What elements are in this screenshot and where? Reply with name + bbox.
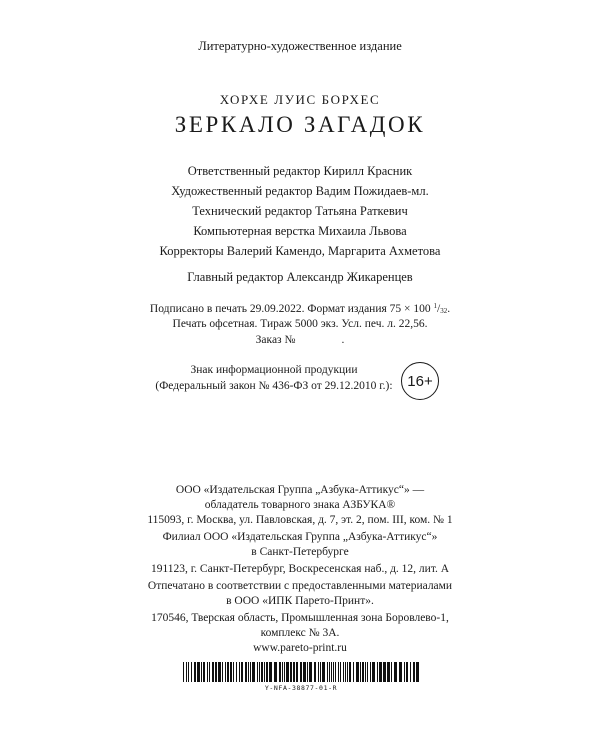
barcode-bar bbox=[349, 662, 351, 682]
barcode-bar bbox=[377, 662, 378, 682]
barcode-bar bbox=[227, 662, 229, 682]
barcode-bar bbox=[296, 662, 298, 682]
credit-technical-editor: Технический редактор Татьяна Раткевич bbox=[192, 204, 408, 218]
info-sign-block bbox=[148, 362, 400, 394]
barcode-bar bbox=[282, 662, 283, 682]
printer-line-1: Отпечатано в соответствии с предоставленными материалами bbox=[147, 580, 453, 592]
barcode-bar bbox=[250, 662, 251, 682]
barcode-bar bbox=[257, 662, 258, 682]
barcode-bar bbox=[264, 662, 265, 682]
barcode-bar bbox=[215, 662, 217, 682]
barcode-bar bbox=[197, 662, 200, 682]
barcode-bar bbox=[399, 662, 402, 682]
barcode-bar bbox=[261, 662, 263, 682]
barcode-bar bbox=[362, 662, 364, 682]
barcode-bar bbox=[248, 662, 249, 682]
printer-address-1: 170546, Тверская область, Промышленная зона Боровлево-1, bbox=[151, 612, 449, 624]
barcode-bar bbox=[404, 662, 405, 682]
barcode-bar bbox=[230, 662, 232, 682]
barcode-bar bbox=[391, 662, 392, 682]
barcode-bar bbox=[274, 662, 277, 682]
barcode-bar bbox=[372, 662, 375, 682]
format-denominator: 32 bbox=[440, 307, 448, 315]
barcode-bar bbox=[329, 662, 330, 682]
barcode-bar bbox=[269, 662, 272, 682]
barcode-bar bbox=[340, 662, 341, 682]
barcode-bar bbox=[309, 662, 312, 682]
barcode-bar bbox=[290, 662, 292, 682]
order-line bbox=[0, 334, 600, 346]
barcode-bar bbox=[387, 662, 390, 682]
barcode-bar bbox=[188, 662, 189, 682]
barcode-bar bbox=[183, 662, 184, 682]
barcode-bar bbox=[416, 662, 419, 682]
age-rating-badge bbox=[401, 362, 439, 400]
barcode-bar bbox=[410, 662, 411, 682]
credit-layout: Компьютерная верстка Михаила Львова bbox=[193, 224, 407, 238]
barcode-bar bbox=[379, 662, 382, 682]
branch-line-1: Филиал ООО «Издательская Группа „Азбука-Аттикус“» bbox=[162, 531, 438, 543]
barcode-bar bbox=[370, 662, 371, 682]
credit-proofreaders: Корректоры Валерий Камендо, Маргарита Ахметова bbox=[159, 244, 441, 258]
info-sign-line1: Знак информационной продукции bbox=[190, 364, 358, 376]
barcode-bar bbox=[241, 662, 243, 682]
barcode-bar bbox=[239, 662, 240, 682]
age-rating-text: 16+ bbox=[407, 372, 433, 390]
barcode-bar bbox=[218, 662, 221, 682]
barcode-bar bbox=[322, 662, 325, 682]
barcode-bar bbox=[333, 662, 334, 682]
order-label: Заказ № bbox=[255, 334, 296, 346]
barcode-bar bbox=[360, 662, 361, 682]
publisher-line-1: ООО «Издательская Группа „Азбука-Аттикус“» — bbox=[175, 484, 425, 496]
barcode-bar bbox=[303, 662, 306, 682]
barcode-bar bbox=[236, 662, 237, 682]
barcode-bar bbox=[383, 662, 386, 682]
barcode-bar bbox=[345, 662, 346, 682]
barcode-bar bbox=[207, 662, 208, 682]
barcode-number: Y-NFA-38877-01-R bbox=[264, 684, 338, 692]
barcode-bar bbox=[335, 662, 336, 682]
barcode-bar bbox=[314, 662, 316, 682]
barcode-bar bbox=[284, 662, 285, 682]
printer-line-2: в ООО «ИПК Парето-Принт». bbox=[226, 595, 374, 607]
barcode-bar bbox=[347, 662, 348, 682]
barcode-bar bbox=[327, 662, 328, 682]
barcode-bar bbox=[186, 662, 187, 682]
publisher-address: 115093, г. Москва, ул. Павловская, д. 7, эт. 2, пом. III, ком. № 1 bbox=[147, 514, 453, 526]
barcode-bar bbox=[203, 662, 205, 682]
barcode-bar bbox=[252, 662, 255, 682]
branch-address: 191123, г. Санкт-Петербург, Воскресенская наб., д. 12, лит. А bbox=[150, 563, 450, 575]
barcode-bar bbox=[191, 662, 192, 682]
order-end: . bbox=[341, 334, 345, 346]
barcode-bar bbox=[307, 662, 308, 682]
book-author: ХОРХЕ ЛУИС БОРХЕС bbox=[219, 92, 381, 107]
barcode-bar bbox=[286, 662, 289, 682]
barcode-bar bbox=[320, 662, 321, 682]
barcode-bar bbox=[300, 662, 302, 682]
barcode-bar bbox=[394, 662, 397, 682]
barcode-bar bbox=[194, 662, 196, 682]
credit-art-editor: Художественный редактор Вадим Пожидаев-мл. bbox=[171, 184, 429, 198]
barcode-bar bbox=[209, 662, 210, 682]
barcode-bar bbox=[279, 662, 281, 682]
barcode bbox=[181, 662, 421, 682]
barcode-bar bbox=[259, 662, 260, 682]
barcode-bar bbox=[212, 662, 214, 682]
barcode-bar bbox=[318, 662, 319, 682]
print-line: Печать офсетная. Тираж 5000 экз. Усл. печ. л. 22,56. bbox=[172, 318, 428, 330]
barcode-bar bbox=[245, 662, 247, 682]
format-numerator: 1 bbox=[433, 302, 438, 310]
book-title: ЗЕРКАЛО ЗАГАДОК bbox=[174, 112, 426, 137]
barcode-bar bbox=[343, 662, 344, 682]
chief-editor: Главный редактор Александр Жикаренцев bbox=[187, 270, 413, 284]
barcode-bar bbox=[367, 662, 368, 682]
printer-address-2: комплекс № 3А. bbox=[260, 627, 340, 639]
info-sign-line2: (Федеральный закон № 436-ФЗ от 29.12.2010 г.): bbox=[155, 380, 393, 392]
branch-line-2: в Санкт-Петербурге bbox=[251, 546, 349, 558]
barcode-bar bbox=[225, 662, 226, 682]
edition-type: Литературно-художественное издание bbox=[198, 39, 402, 53]
publisher-line-2: обладатель товарного знака АЗБУКА® bbox=[204, 499, 396, 511]
barcode-bar bbox=[266, 662, 268, 682]
barcode-bar bbox=[222, 662, 223, 682]
barcode-bar bbox=[201, 662, 202, 682]
barcode-bar bbox=[365, 662, 366, 682]
barcode-bar bbox=[233, 662, 234, 682]
barcode-bar bbox=[353, 662, 354, 682]
barcode-bar bbox=[413, 662, 415, 682]
print-signed-line: Подписано в печать 29.09.2022. Формат издания 75 × 100 $^1/_{32}$. bbox=[149, 302, 451, 315]
printer-website: www.pareto-print.ru bbox=[253, 642, 347, 654]
barcode-bar bbox=[356, 662, 359, 682]
barcode-bar bbox=[293, 662, 295, 682]
barcode-bar bbox=[331, 662, 332, 682]
barcode-bar bbox=[406, 662, 408, 682]
credit-responsible-editor: Ответственный редактор Кирилл Красник bbox=[187, 164, 413, 178]
print-signed-text: Подписано в печать 29.09.2022. Формат издания 75 × 100 bbox=[149, 303, 431, 315]
barcode-bar bbox=[338, 662, 339, 682]
